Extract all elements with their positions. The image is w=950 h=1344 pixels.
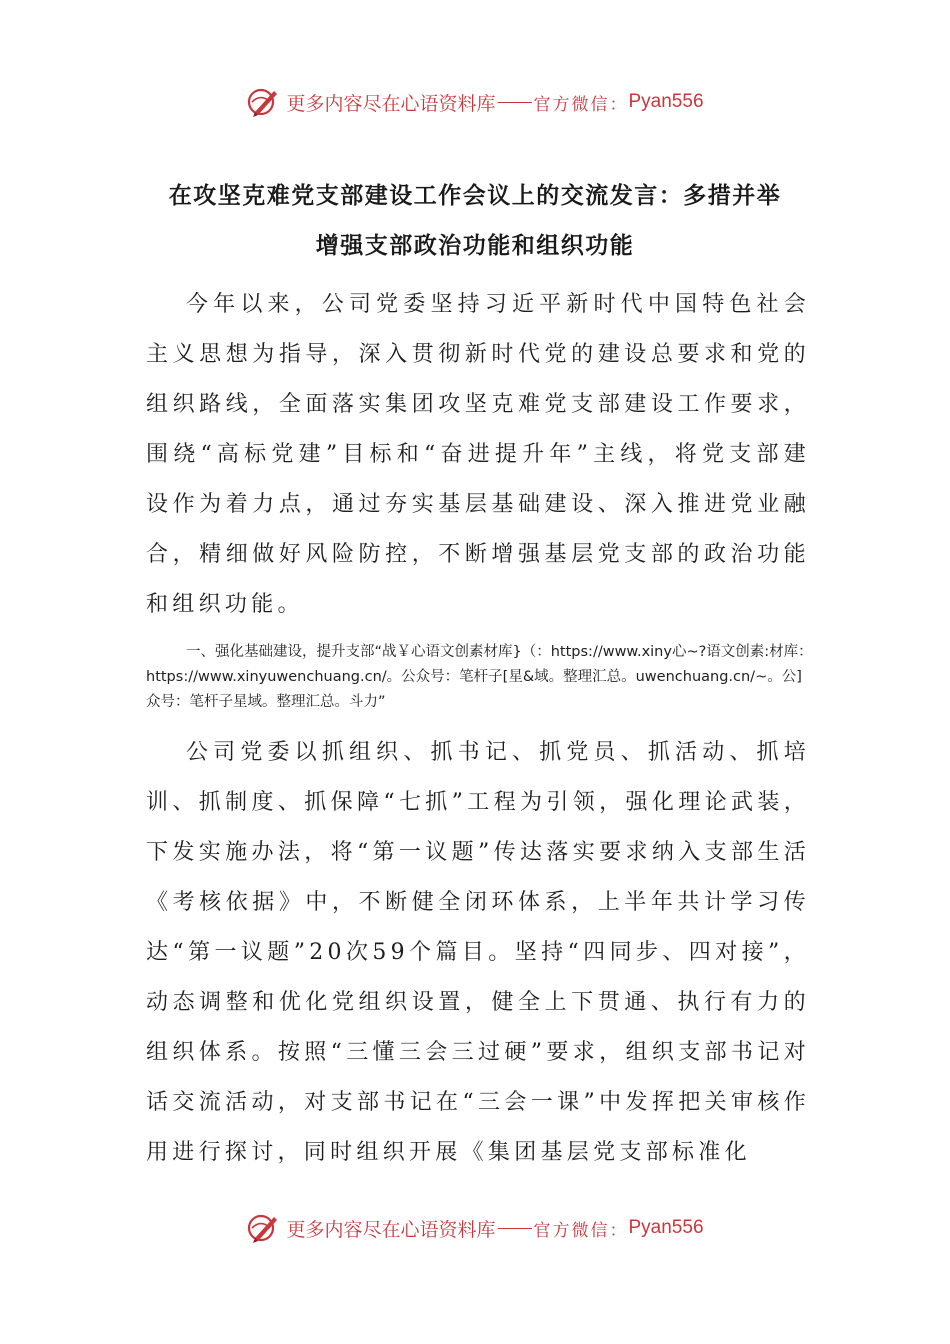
banner-wechat-id: Pyan556	[628, 1217, 704, 1238]
pen-logo-icon	[246, 85, 280, 119]
header-banner	[0, 80, 950, 124]
section-heading: 一、强化基础建设，提升支部“战￥心语文创素材库}（：https://www.xiny心~?语文创素:材库：https://www.xinyuwenchuang.cn/。公众号：笔杆子[星&域。整理汇总。uwenchuang.cn/~。公]众号：笔杆子星域。整理汇总。斗力”	[146, 644, 813, 710]
banner-wechat-label: 官方微信：	[533, 1220, 629, 1241]
pen-logo-icon	[246, 1211, 280, 1245]
body-paragraph-1: 今年以来，公司党委坚持习近平新时代中国特色社会主义思想为指导，深入贯彻新时代党的建设总要求和党的组织路线，全面落实集团攻坚克难党支部建设工作要求，围绕“高标党建”目标和“奋进提升年”主线，将党支部建设作为着力点，通过夯实基层基础建设、深入推进党业融合，精细做好风险防控，不断增强基层党支部的政治功能和组织功能。	[146, 292, 810, 617]
banner-wechat-label: 官方微信：	[533, 94, 629, 115]
banner-title: 更多内容尽在心语资料库	[286, 92, 496, 115]
body-paragraph-2: 公司党委以抓组织、抓书记、抓党员、抓活动、抓培训、抓制度、抓保障“七抓”工程为引领，强化理论武装，下发实施办法，将“第一议题”传达落实要求纳入支部生活《考核依据》中，不断健全闭环体系，上半年共计学习传达“第一议题”20次59个篇目。坚持“四同步、四对接”，动态调整和优化党组织设置，健全上下贯通、执行有力的组织体系。按照“三懂三会三过硬”要求，组织支部书记对话交流活动，对支部书记在“三会一课”中发挥把关审核作用进行探讨，同时组织开展《集团基层党支部标准化	[146, 740, 810, 1165]
banner-divider	[498, 102, 532, 103]
banner-divider	[498, 1228, 532, 1229]
banner-wechat-id: Pyan556	[628, 91, 704, 112]
document-title-line1: 在攻坚克难党支部建设工作会议上的交流发言：多措并举	[168, 183, 782, 209]
document-title-line2: 增强支部政治功能和组织功能	[315, 233, 635, 259]
banner-title: 更多内容尽在心语资料库	[286, 1218, 496, 1241]
footer-banner	[0, 1206, 950, 1250]
